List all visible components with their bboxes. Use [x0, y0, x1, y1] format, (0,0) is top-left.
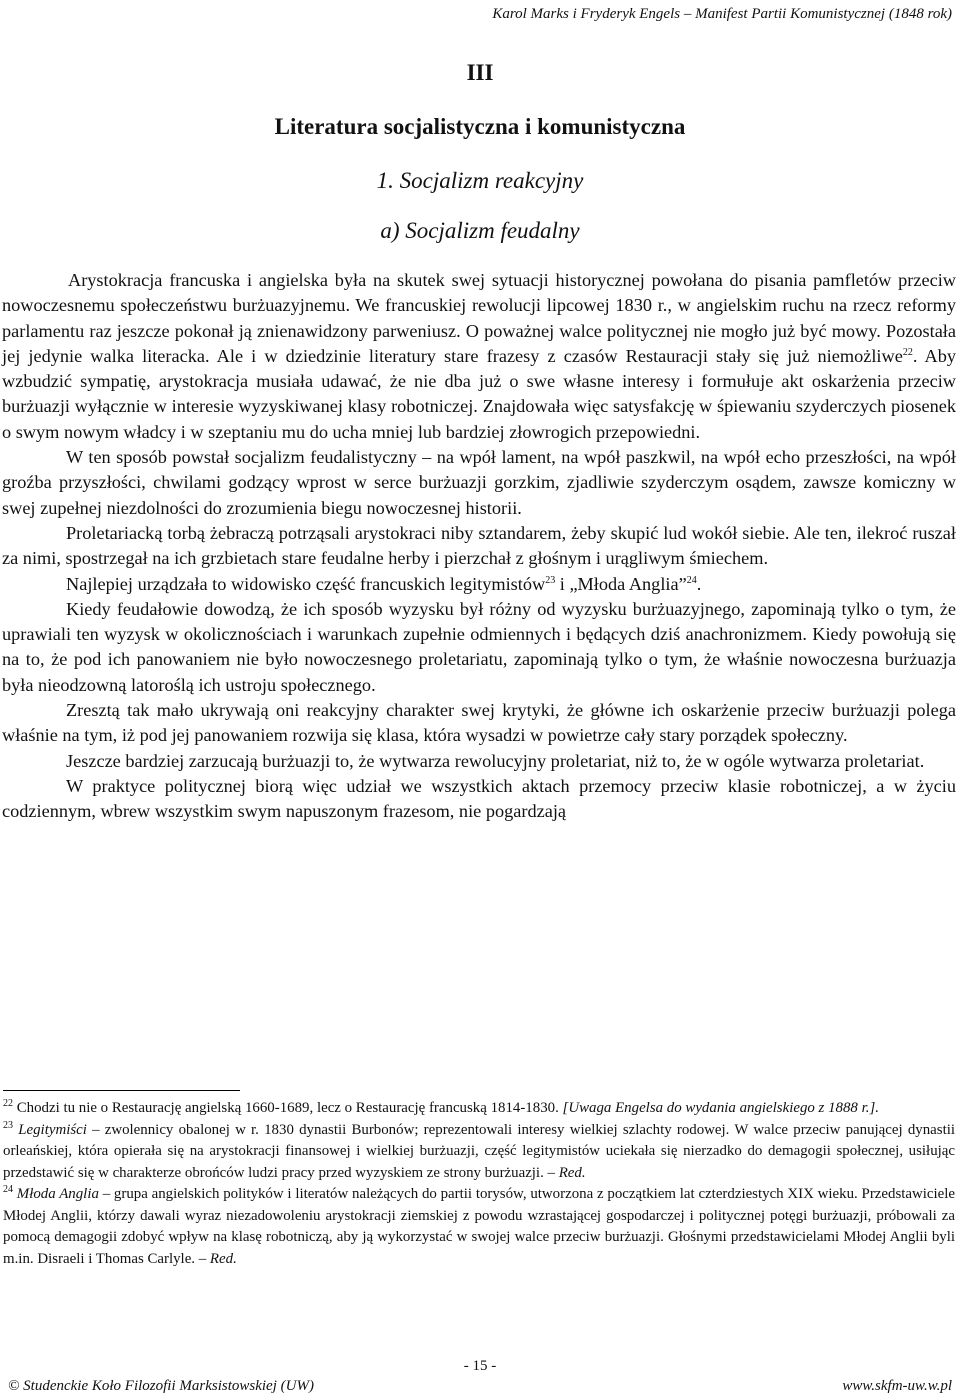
- paragraph: W praktyce politycznej biorą więc udział we wszystkich aktach przemocy przeciw klasie robotniczej, a w życiu codziennym, wbrew wszystkim swym napuszonym frazesom, nie pogardzają: [2, 775, 956, 822]
- footnote-ref: 24: [686, 574, 697, 586]
- paragraph: Najlepiej urządzała to widowisko część francuskich legitymistów$^{23}$ i „Młoda Anglia”$^{24}$.: [66, 573, 702, 594]
- page-number: - 15 -: [463, 1358, 497, 1374]
- footer-copyright: © Studenckie Koło Filozofii Marksistowskiej (UW): [8, 1378, 314, 1394]
- paragraph: Jeszcze bardziej zarzucają burżuazji to, że wytwarza rewolucyjny proletariat, niż to, że w ogóle wytwarza proletariat.: [66, 750, 925, 771]
- footnote-separator: [3, 1090, 240, 1091]
- paragraph: W ten sposób powstał socjalizm feudalistyczny – na wpół lament, na wpół paszkwil, na wpół echo przeszłości, na wpół groźba przyszłości, chwilami godzący wprost w serce burżuazji gorzkim, zjadliwie szyderczym osądem, zawsze komiczny w swej zupełnej niezdolności do zrozumienia biegu nowoczesnej historii.: [2, 447, 956, 518]
- paragraph: Arystokracja francuska i angielska była na skutek swej sytuacji historycznej powołana do pisania pamfletów przeciw nowoczesnemu społeczeństwu burżuazyjnemu. We francuskiej rewolucji lipcowej 1830 r., w angielskim ruchu na rzecz reformy parlamentu raz jeszcze pokonał ją znienawidzony parweniusz. O poważnej walce politycznej nie mogło już być mowy. Pozostała jej jedynie walka literacka. Ale i w dziedzinie literatury stare frazesy z czasów Restauracji stały się już niemożliwe$^{22}$. Aby wzbudzić sympatię, arystokracja musiała udawać, że nie dba już o swe własne interesy i formułuje akt oskarżenia przeciw burżuazji wyłącznie w interesie wyzyskiwanej klasy robotniczej. Znajdowała więc satysfakcję w śpiewaniu szyderczych piosenek o swym nowym władcy i w szeptaniu mu do ucha mniej lub bardziej złowrogich przepowiedni.: [2, 270, 956, 442]
- main-text: [2, 268, 956, 825]
- paragraph: Zresztą tak mało ukrywają oni reakcyjny charakter swej krytyki, że główne ich oskarżenie przeciw burżuazji polega właśnie na tym, iż pod jej panowaniem rozwija się klasa, która wysadzi w powietrze cały stary porządek społeczny.: [2, 700, 956, 746]
- footnote-24: $^{24}$ Młoda Anglia – grupa angielskich polityków i literatów należących do partii torysów, utworzona z początkiem lat czterdziestych XIX wieku. Przedstawiciele Młodej Anglii, którzy dawali wyraz niezadowoleniu arystokracji ziemskiej z powodu wzrastającej gospodarczej i politycznej potęgi burżuazji, próbowali za pomocą demagogii zdobyć wpływ na klasę robotniczą, aby ją wykorzystać w swojej walce przeciw burżuazji. Głośnymi przedstawicielami Młodej Anglii byli m.in. Disraeli i Thomas Carlyle. – Red.: [3, 1184, 955, 1267]
- footnote-23: $^{23}$ Legitymiści – zwolennicy obalonej w r. 1830 dynastii Burbonów; reprezentowali interesy wielkiej szlachty rodowej. W walce przeciw panującej dynastii orleańskiej, która opierała się na arystokracji finansowej i wielkiej burżuazji, część legitymistów uciekała się nierzadko do demagogii społecznej, usiłując przedstawić się w charakterze obrońców ludzi pracy przed wyzyskiem ze strony burżuazji. – Red.: [3, 1119, 955, 1181]
- footnotes: [3, 1098, 955, 1270]
- subsection-title: 1. Socjalizm reakcyjny: [376, 168, 584, 193]
- footer-url: www.skfm-uw.w.pl: [842, 1378, 952, 1394]
- section-title: Literatura socjalistyczna i komunistyczna: [274, 114, 686, 139]
- section-number: III: [466, 60, 494, 85]
- footnote-ref: 22: [902, 346, 913, 358]
- paragraph: Proletariacką torbą żebraczą potrząsali arystokraci niby sztandarem, żeby skupić lud wokół siebie. Ale ten, ilekroć ruszał za nimi, spostrzegał na ich grzbietach stare feudalne herby i pierzchał z głośnym i urągliwym śmiechem.: [2, 522, 956, 569]
- footnote-22: $^{22}$ Chodzi tu nie o Restaurację angielską 1660-1689, lecz o Restaurację francuską 1814-1830. [Uwaga Engelsa do wydania angielskiego z 1888 r.].: [3, 1098, 879, 1116]
- running-header: Karol Marks i Fryderyk Engels – Manifest Partii Komunistycznej (1848 rok): [492, 6, 952, 22]
- paragraph: Kiedy feudałowie dowodzą, że ich sposób wyzysku był różny od wyzysku burżuazyjnego, zapominają tylko o tym, że uprawiali ten wyzysk w okolicznościach i warunkach zupełnie odmiennych i będących dziś anachronizmem. Kiedy powołują się na to, że pod ich panowaniem nie było nowoczesnego proletariatu, zapominają tylko o tym, że właśnie nowoczesna burżuazja była nieodzowną latoroślą ich ustroju społecznego.: [2, 598, 956, 695]
- subsubsection-title: a) Socjalizm feudalny: [380, 218, 580, 243]
- footnote-ref: 23: [545, 574, 556, 586]
